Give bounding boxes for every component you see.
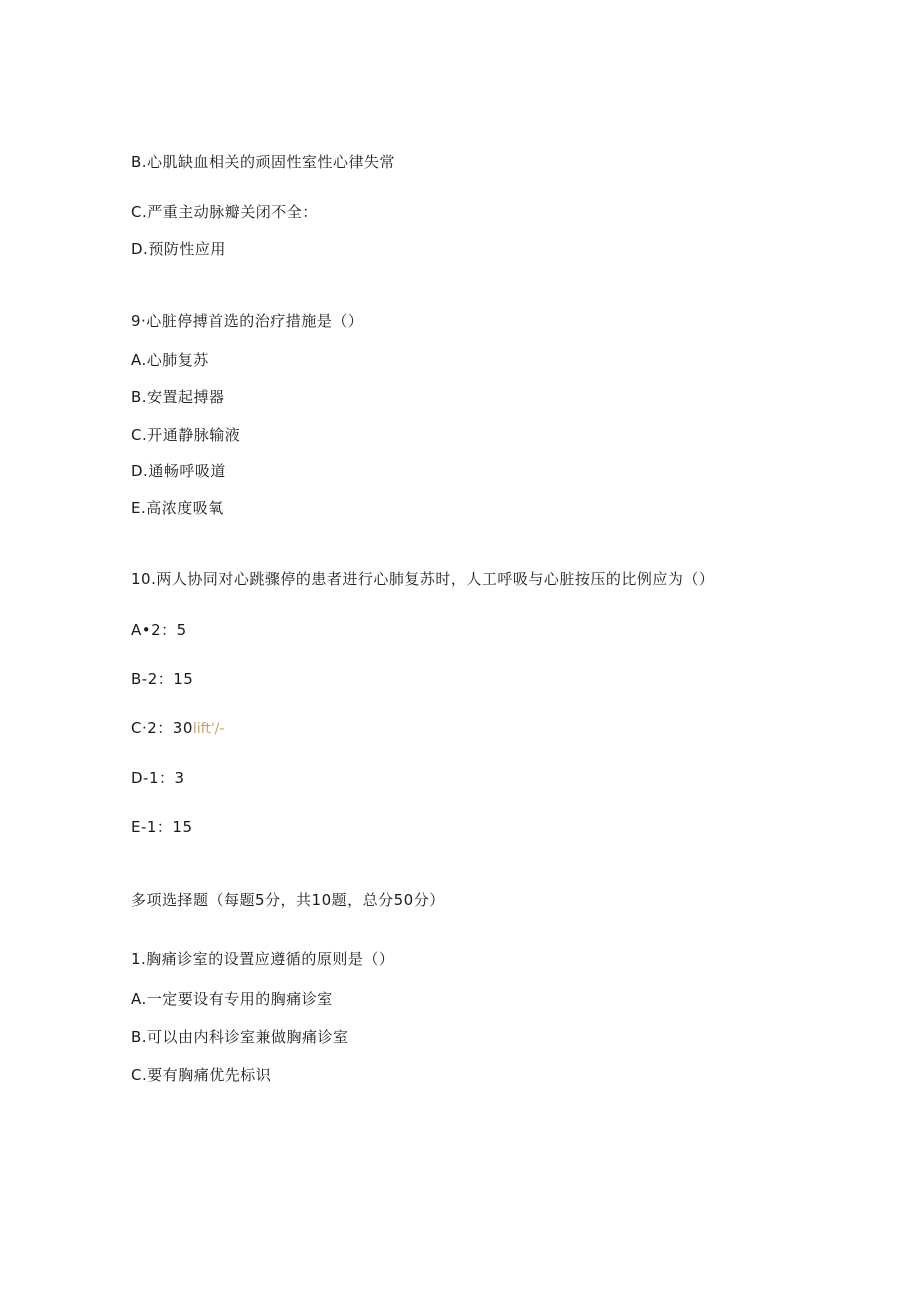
option-c-prev: C.严重主动脉瓣关闭不全： — [131, 203, 318, 221]
section-heading-multiple-choice: 多项选择题（每题5分，共10题，总分50分） — [131, 891, 445, 909]
q9-option-d: D.通畅呼吸道 — [131, 462, 226, 480]
question-9-stem: 9·心脏停搏首选的治疗措施是（） — [131, 312, 364, 330]
q9-option-c: C.开通静脉输液 — [131, 426, 241, 444]
q9-option-a: A.心肺复苏 — [131, 351, 209, 369]
q10-option-e: E-1：15 — [131, 818, 193, 836]
option-d-prev: D.预防性应用 — [131, 240, 226, 258]
q10-option-a: A•2：5 — [131, 621, 187, 639]
mq1-option-a: A.一定要设有专用的胸痛诊室 — [131, 990, 333, 1008]
mq1-option-c: C.要有胸痛优先标识 — [131, 1066, 272, 1084]
q10-option-b: B-2：15 — [131, 670, 194, 688]
mq1-option-b: B.可以由内科诊室兼做胸痛诊室 — [131, 1028, 349, 1046]
question-10-stem: 10.两人协同对心跳骤停的患者进行心肺复苏时，人工呼吸与心脏按压的比例应为（） — [131, 570, 715, 588]
scan-artifact-text: lift'/- — [192, 721, 225, 737]
q9-option-e: E.高浓度吸氧 — [131, 499, 224, 517]
option-b-prev: B.心肌缺血相关的顽固性室性心律失常 — [131, 153, 396, 171]
q10-option-c — [131, 718, 224, 739]
q10-option-c-text: C·2：30 — [131, 719, 193, 737]
q9-option-b: B.安置起搏器 — [131, 388, 225, 406]
q10-option-d: D-1：3 — [131, 769, 185, 787]
multi-question-1-stem: 1.胸痛诊室的设置应遵循的原则是（） — [131, 950, 395, 968]
